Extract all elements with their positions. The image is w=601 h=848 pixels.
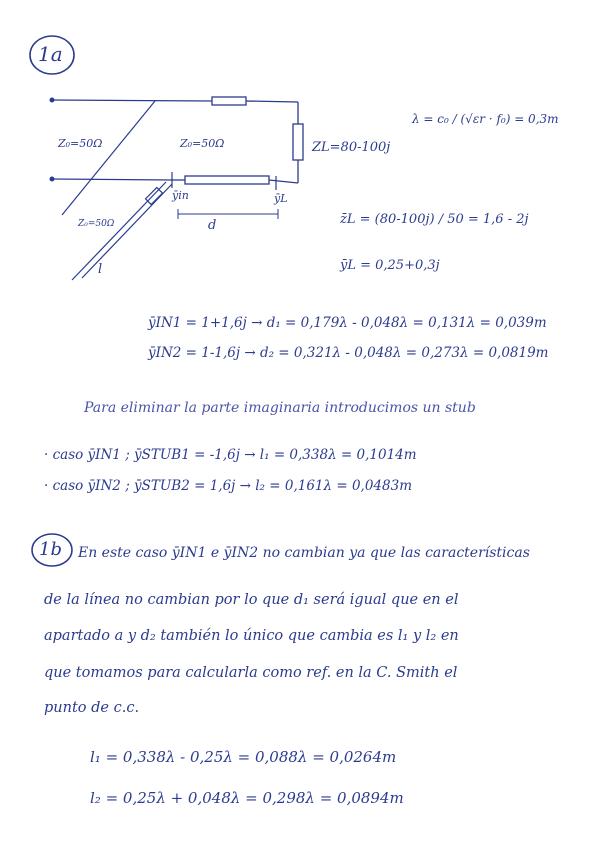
stub-line-b <box>72 182 166 280</box>
stub-line-a <box>82 184 172 278</box>
yl-normalized: ȳL = 0,25+0,3j <box>340 258 440 273</box>
b-equation-1: l₁ = 0,338λ - 0,25λ = 0,088λ = 0,0264m <box>90 748 397 766</box>
b-para-line-5: punto de c.c. <box>44 700 140 716</box>
case1-equation: · caso ȳIN1 ; ȳSTUB1 = -1,6j → l₁ = 0,338λ = 0,1014m <box>44 447 417 463</box>
bottom-line-element <box>185 176 269 184</box>
section-a-label: 1a <box>38 42 63 66</box>
yin2-equation: ȳIN2 = 1-1,6j → d₂ = 0,321λ - 0,048λ = 0,273λ = 0,0819m <box>148 345 549 361</box>
yin-label: ȳin <box>172 189 189 202</box>
zl-normalized: z̄L = (80-100j) / 50 = 1,6 - 2j <box>340 212 529 227</box>
b-para-line-4: que tomamos para calcularla como ref. en la C. Smith el <box>44 665 458 681</box>
b-equation-2: l₂ = 0,25λ + 0,048λ = 0,298λ = 0,0894m <box>90 789 404 807</box>
d-label: d <box>208 218 217 233</box>
l-label: l <box>98 262 103 277</box>
top-line-element <box>212 97 246 105</box>
stub-element <box>146 188 163 205</box>
b-para-line-1: En este caso ȳIN1 e ȳIN2 no cambian ya que las características <box>78 545 530 561</box>
load-element <box>293 124 303 160</box>
z0-stub-label: Z₀=50Ω <box>78 219 115 229</box>
b-para-line-2: de la línea no cambian por lo que d₁ será igual que en el <box>44 592 459 608</box>
zl-label: ZL=80-100j <box>312 140 391 155</box>
z0-mid-label: Z₀=50Ω <box>180 137 225 150</box>
stub-intro-text: Para eliminar la parte imaginaria introducimos un stub <box>84 400 476 416</box>
section-b-label: 1b <box>39 539 62 560</box>
b-para-line-3: apartado a y d₂ también lo único que cambia es l₁ y l₂ en <box>44 628 459 644</box>
top-line <box>52 100 212 101</box>
case2-equation: · caso ȳIN2 ; ȳSTUB2 = 1,6j → l₂ = 0,161λ = 0,0483m <box>44 478 413 494</box>
yin1-equation: ȳIN1 = 1+1,6j → d₁ = 0,179λ - 0,048λ = 0,131λ = 0,039m <box>148 315 547 331</box>
lambda-equation: λ = c₀ / (√εr · f₀) = 0,3m <box>412 112 559 126</box>
yl-label: ȳL <box>274 192 288 205</box>
bottom-line <box>52 179 172 180</box>
z0-left-label: Z₀=50Ω <box>58 137 103 150</box>
